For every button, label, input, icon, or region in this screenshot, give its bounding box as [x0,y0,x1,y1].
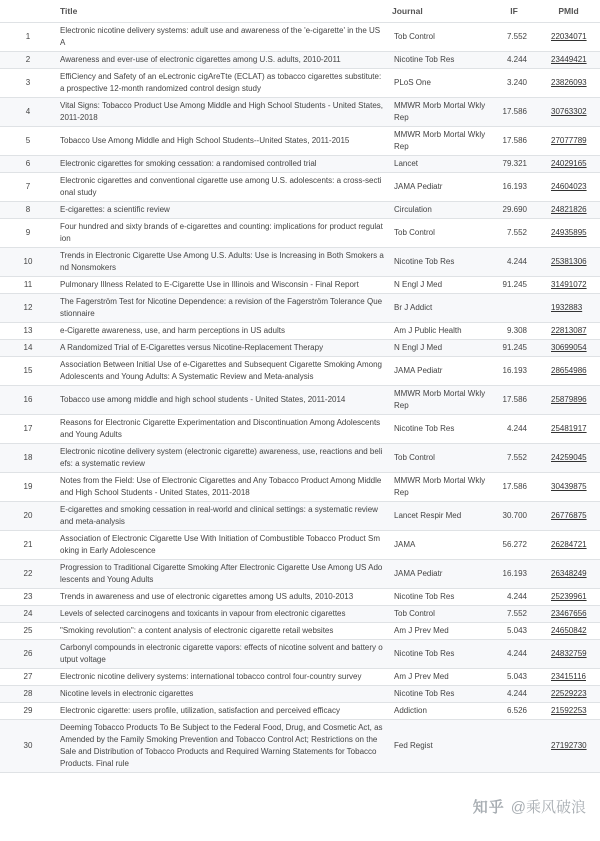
row-title: Reasons for Electronic Cigarette Experimentation and Discontinuation Among Adolescents and Young Adults [56,415,388,444]
table-row [0,720,600,773]
header-title: Title [56,0,388,23]
pmid-link[interactable]: 21592253 [551,706,587,715]
table-row [0,640,600,669]
row-title: Levels of selected carcinogens and toxicants in vapour from electronic cigarettes [56,606,388,623]
row-impact-factor: 16.193 [491,173,537,202]
row-journal: Tob Control [388,606,491,623]
row-journal: JAMA [388,531,491,560]
row-title: Electronic cigarettes and conventional cigarette use among U.S. adolescents: a cross-sectional study [56,173,388,202]
row-impact-factor: 6.526 [491,703,537,720]
row-pmid-cell [537,219,600,248]
pmid-link[interactable]: 25879896 [551,395,587,404]
row-title: Electronic cigarettes for smoking cessation: a randomised controlled trial [56,156,388,173]
pmid-link[interactable]: 26348249 [551,569,587,578]
row-pmid-cell [537,531,600,560]
row-number: 22 [0,560,56,589]
pmid-link[interactable]: 24650842 [551,626,587,635]
row-pmid-cell [537,560,600,589]
row-journal: MMWR Morb Mortal Wkly Rep [388,473,491,502]
row-title: Notes from the Field: Use of Electronic Cigarettes and Any Tobacco Product Among Middle and High School Students - United States, 2011-2018 [56,473,388,502]
row-impact-factor: 4.244 [491,589,537,606]
row-pmid-cell [537,202,600,219]
zhihu-logo: 知乎 [472,799,505,816]
row-pmid-cell [537,127,600,156]
table-row [0,415,600,444]
table-row [0,703,600,720]
row-journal: Am J Prev Med [388,669,491,686]
row-pmid-cell [537,444,600,473]
table-row [0,357,600,386]
row-number: 5 [0,127,56,156]
table-row [0,127,600,156]
row-journal: Circulation [388,202,491,219]
pmid-link[interactable]: 27077789 [551,136,587,145]
header-journal: Journal [388,0,491,23]
row-number: 19 [0,473,56,502]
header-num [0,0,56,23]
row-impact-factor [491,294,537,323]
pmid-link[interactable]: 22813087 [551,326,587,335]
row-number: 23 [0,589,56,606]
row-pmid-cell [537,294,600,323]
row-number: 27 [0,669,56,686]
row-pmid-cell [537,640,600,669]
table-row [0,686,600,703]
table-row [0,589,600,606]
row-title: Vital Signs: Tobacco Product Use Among Middle and High School Students - United States, 2011-2018 [56,98,388,127]
row-impact-factor: 17.586 [491,127,537,156]
row-impact-factor: 7.552 [491,444,537,473]
table-row [0,444,600,473]
pmid-link[interactable]: 24029165 [551,159,587,168]
row-title: Tobacco use among middle and high school students - United States, 2011-2014 [56,386,388,415]
row-pmid-cell [537,669,600,686]
row-pmid-cell [537,589,600,606]
table-row [0,294,600,323]
pmid-link[interactable]: 22034071 [551,32,587,41]
row-impact-factor: 29.690 [491,202,537,219]
row-journal: Lancet [388,156,491,173]
row-pmid-cell [537,720,600,773]
row-title: Carbonyl compounds in electronic cigarette vapors: effects of nicotine solvent and battery output voltage [56,640,388,669]
pmid-link[interactable]: 23449421 [551,55,587,64]
row-number: 10 [0,248,56,277]
row-title: Electronic cigarette: users profile, utilization, satisfaction and perceived efficacy [56,703,388,720]
row-title: Awareness and ever-use of electronic cigarettes among U.S. adults, 2010-2011 [56,52,388,69]
table-row [0,277,600,294]
pmid-link[interactable]: 30439875 [551,482,587,491]
table-row [0,473,600,502]
zhihu-watermark [473,796,586,817]
row-impact-factor: 7.552 [491,219,537,248]
row-pmid-cell [537,23,600,52]
row-number: 7 [0,173,56,202]
row-number: 26 [0,640,56,669]
row-pmid-cell [537,415,600,444]
row-number: 2 [0,52,56,69]
row-pmid-cell [537,386,600,415]
row-impact-factor: 9.308 [491,323,537,340]
row-impact-factor: 4.244 [491,686,537,703]
row-title: Association of Electronic Cigarette Use With Initiation of Combustible Tobacco Product Smoking in Early Adolescence [56,531,388,560]
row-number: 12 [0,294,56,323]
row-title: Trends in awareness and use of electronic cigarettes among US adults, 2010-2013 [56,589,388,606]
row-number: 17 [0,415,56,444]
row-number: 29 [0,703,56,720]
row-title: A Randomized Trial of E-Cigarettes versus Nicotine-Replacement Therapy [56,340,388,357]
row-number: 15 [0,357,56,386]
row-title: Tobacco Use Among Middle and High School Students--United States, 2011-2015 [56,127,388,156]
pmid-link[interactable]: 25239961 [551,592,587,601]
pmid-link[interactable]: 24935895 [551,228,587,237]
row-pmid-cell [537,473,600,502]
row-pmid-cell [537,703,600,720]
row-impact-factor: 91.245 [491,277,537,294]
pmid-link[interactable]: 1932883 [551,303,583,312]
pmid-link[interactable]: 23415116 [551,672,586,681]
row-journal: Br J Addict [388,294,491,323]
pmid-link[interactable]: 24259045 [551,453,587,462]
row-impact-factor: 16.193 [491,560,537,589]
row-number: 28 [0,686,56,703]
row-number: 18 [0,444,56,473]
row-title: e-Cigarette awareness, use, and harm perceptions in US adults [56,323,388,340]
header-if: IF [491,0,537,23]
table-row [0,386,600,415]
row-impact-factor: 4.244 [491,640,537,669]
table-row [0,98,600,127]
pmid-link[interactable]: 24832759 [551,649,587,658]
table-row [0,52,600,69]
row-title: Pulmonary Illness Related to E-Cigarette Use in Illinois and Wisconsin - Final Report [56,277,388,294]
row-impact-factor: 7.552 [491,606,537,623]
row-title: EffiCiency and Safety of an eLectronic cigAreTte (ECLAT) as tobacco cigarettes substitute: a prospective 12-month randomized control design study [56,69,388,98]
pmid-link[interactable]: 25381306 [551,257,587,266]
row-impact-factor: 3.240 [491,69,537,98]
row-journal: N Engl J Med [388,340,491,357]
row-journal: PLoS One [388,69,491,98]
row-title: Trends in Electronic Cigarette Use Among U.S. Adults: Use is Increasing in Both Smokers and Nonsmokers [56,248,388,277]
row-title: E-cigarettes and smoking cessation in real-world and clinical settings: a systematic review and meta-analysis [56,502,388,531]
table-row [0,23,600,52]
row-journal: JAMA Pediatr [388,173,491,202]
row-journal: JAMA Pediatr [388,560,491,589]
row-impact-factor: 16.193 [491,357,537,386]
table-row [0,323,600,340]
row-number: 24 [0,606,56,623]
row-journal: Tob Control [388,23,491,52]
table-row [0,173,600,202]
row-impact-factor: 17.586 [491,473,537,502]
row-title: Electronic nicotine delivery systems: adult use and awareness of the 'e-cigarette' in the USA [56,23,388,52]
row-journal: Tob Control [388,219,491,248]
row-pmid-cell [537,686,600,703]
table-row [0,340,600,357]
row-title: Deeming Tobacco Products To Be Subject to the Federal Food, Drug, and Cosmetic Act, as Amended by the Family Smoking Prevention and Tobacco Control Act; Restrictions on the Sale and Distribution of Tobacco Products and Required Warning Statements for Tobacco Products. Final rule [56,720,388,773]
table-row [0,669,600,686]
pmid-link[interactable]: 26284721 [551,540,587,549]
row-number: 13 [0,323,56,340]
pmid-link[interactable]: 25481917 [551,424,587,433]
row-journal: Am J Public Health [388,323,491,340]
row-pmid-cell [537,277,600,294]
row-pmid-cell [537,69,600,98]
row-impact-factor: 7.552 [491,23,537,52]
row-number: 14 [0,340,56,357]
row-impact-factor: 5.043 [491,669,537,686]
pmid-link[interactable]: 26776875 [551,511,587,520]
table-row [0,623,600,640]
row-journal: Nicotine Tob Res [388,248,491,277]
row-journal: Tob Control [388,444,491,473]
row-journal: JAMA Pediatr [388,357,491,386]
table-row [0,219,600,248]
row-number: 11 [0,277,56,294]
row-title: E-cigarettes: a scientific review [56,202,388,219]
row-pmid-cell [537,323,600,340]
row-title: Electronic nicotine delivery system (electronic cigarette) awareness, use, reactions and beliefs: a systematic review [56,444,388,473]
row-title: Progression to Traditional Cigarette Smoking After Electronic Cigarette Use Among US Adolescents and Young Adults [56,560,388,589]
header-pmid: PMId [537,0,600,23]
row-number: 4 [0,98,56,127]
row-number: 16 [0,386,56,415]
row-journal: Nicotine Tob Res [388,686,491,703]
row-pmid-cell [537,606,600,623]
table-row [0,202,600,219]
row-impact-factor: 4.244 [491,248,537,277]
row-journal: N Engl J Med [388,277,491,294]
row-journal: Fed Regist [388,720,491,773]
watermark-author: @乘风破浪 [510,799,586,816]
table-row [0,606,600,623]
table-row [0,156,600,173]
row-pmid-cell [537,502,600,531]
pmid-link[interactable]: 24604023 [551,182,587,191]
row-pmid-cell [537,173,600,202]
row-journal: Am J Prev Med [388,623,491,640]
row-impact-factor [491,720,537,773]
row-impact-factor: 91.245 [491,340,537,357]
row-title: Nicotine levels in electronic cigarettes [56,686,388,703]
row-journal: Lancet Respir Med [388,502,491,531]
table-row [0,248,600,277]
row-number: 1 [0,23,56,52]
row-impact-factor: 4.244 [491,52,537,69]
pmid-link[interactable]: 22529223 [551,689,587,698]
pmid-link[interactable]: 23826093 [551,78,587,87]
row-title: The Fagerström Test for Nicotine Dependence: a revision of the Fagerström Tolerance Questionnaire [56,294,388,323]
row-number: 8 [0,202,56,219]
row-journal: Nicotine Tob Res [388,52,491,69]
row-impact-factor: 56.272 [491,531,537,560]
row-title: Four hundred and sixty brands of e-cigarettes and counting: implications for product regulation [56,219,388,248]
table-row [0,531,600,560]
row-journal: MMWR Morb Mortal Wkly Rep [388,386,491,415]
row-impact-factor: 5.043 [491,623,537,640]
row-pmid-cell [537,340,600,357]
row-title: Association Between Initial Use of e-Cigarettes and Subsequent Cigarette Smoking Among Adolescents and Young Adults: A Systematic Review and Meta-analysis [56,357,388,386]
row-journal: Nicotine Tob Res [388,415,491,444]
table-row [0,560,600,589]
row-journal: Nicotine Tob Res [388,640,491,669]
pmid-link[interactable]: 30699054 [551,343,587,352]
row-pmid-cell [537,357,600,386]
pmid-link[interactable]: 31491072 [551,280,587,289]
pmid-link[interactable]: 30763302 [551,107,587,116]
row-number: 6 [0,156,56,173]
row-pmid-cell [537,156,600,173]
row-journal: Addiction [388,703,491,720]
row-impact-factor: 30.700 [491,502,537,531]
row-journal: MMWR Morb Mortal Wkly Rep [388,98,491,127]
row-journal: Nicotine Tob Res [388,589,491,606]
row-impact-factor: 79.321 [491,156,537,173]
row-impact-factor: 17.586 [491,386,537,415]
pmid-link[interactable]: 28654986 [551,366,587,375]
row-number: 3 [0,69,56,98]
pmid-link[interactable]: 23467656 [551,609,587,618]
row-pmid-cell [537,52,600,69]
row-number: 21 [0,531,56,560]
row-number: 9 [0,219,56,248]
row-impact-factor: 4.244 [491,415,537,444]
pmid-link[interactable]: 27192730 [551,741,587,750]
row-pmid-cell [537,98,600,127]
row-impact-factor: 17.586 [491,98,537,127]
table-row [0,69,600,98]
row-pmid-cell [537,248,600,277]
row-pmid-cell [537,623,600,640]
row-number: 30 [0,720,56,773]
table-row [0,502,600,531]
header-row [0,0,600,23]
row-number: 20 [0,502,56,531]
row-title: Electronic nicotine delivery systems: international tobacco control four-country survey [56,669,388,686]
pmid-link[interactable]: 24821826 [551,205,587,214]
row-number: 25 [0,623,56,640]
row-title: "Smoking revolution": a content analysis of electronic cigarette retail websites [56,623,388,640]
row-journal: MMWR Morb Mortal Wkly Rep [388,127,491,156]
